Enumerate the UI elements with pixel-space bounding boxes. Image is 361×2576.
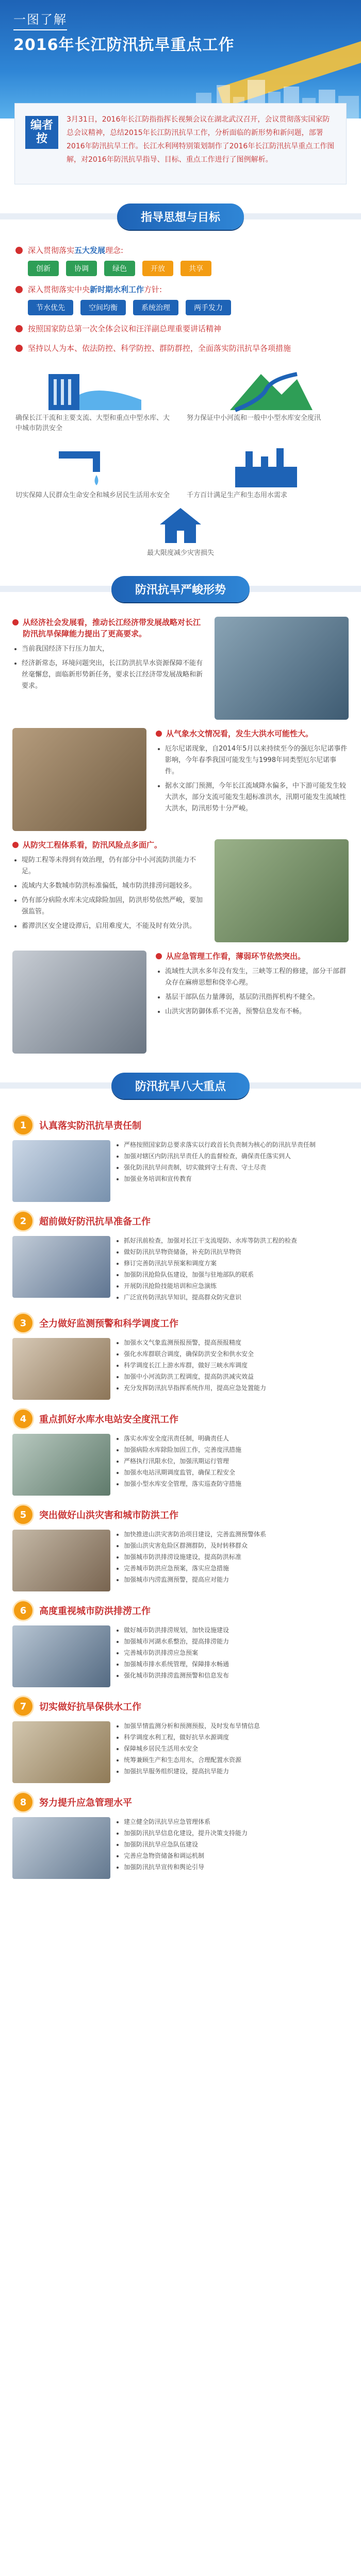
section-header-guidance bbox=[0, 202, 361, 231]
house-icon bbox=[152, 504, 209, 545]
task-item: 8 努力提升应急管理水平 • 建立健全防汛抗旱应急管理体系 • 加强防汛抗旱信息化建设，提升决策支持能力 • 加强防汛抗旱应急队伍建设 • 完善应急物资储备和调运机制 • 加强防汛抗旱宣传和舆论引导 bbox=[12, 1791, 349, 1879]
task-photo bbox=[12, 1236, 110, 1298]
page-title: 2016年长江防汛抗旱重点工作 bbox=[13, 36, 235, 54]
task-item: 1 认真落实防汛抗旱责任制 • 严格按照国家防总要求落实以行政首长负责制为核心的防汛抗旱责任制 • 加强对辖区内防汛抗旱责任人的监督检查，确保责任落实到人 • 强化防汛抗旱问责制，切实做到守土有责、守土尽责 • 加强业务培训和宣传教育 bbox=[12, 1114, 349, 1202]
editor-note-text: 3月31日，2016年长江防指指挥长视频会议在湖北武汉召开，会议贯彻落实国家防总会议精神，总结2015年长江防汛抗旱工作，分析面临的新形势和新问题，部署2016年防汛抗旱工作。长江水利网特别策划制作了2016年长江防汛抗旱重点工作图解，对2016年防汛抗旱指导、目标、重点工作进行了图例解析。 bbox=[67, 115, 335, 164]
yangtze-photo bbox=[215, 617, 349, 720]
task-item: 7 切实做好抗旱保供水工作 • 加强旱情监测分析和预测预报，及时发布旱情信息 • 科学调度水利工程，做好抗旱水源调度 • 保障城乡居民生活用水安全 • 统筹兼顾生产和生态用水，合理配置水资源 • 加强抗旱服务组织建设，提高抗旱能力 bbox=[12, 1696, 349, 1783]
task-photo bbox=[12, 1434, 110, 1496]
priorities-section bbox=[0, 1100, 361, 1879]
concept-tag: 协调 bbox=[66, 261, 97, 276]
guidance-bullet: 深入贯彻落实五大发展理念: bbox=[15, 244, 346, 257]
section-header-priorities bbox=[0, 1071, 361, 1100]
concept-tag: 开放 bbox=[142, 261, 173, 276]
situation-block: 从应急管理工作看，薄弱环节依然突出。 • 流域性大洪水多年没有发生，三峡等工程的修建，部分干部群众存在麻痹思想和侥幸心理。 • 基层干部队伍力量薄弱，基层防汛指挥机构不健全。 • 山洪灾害防御体系不完善，预警信息发布不畅。 bbox=[12, 951, 349, 1054]
principle-tags bbox=[28, 300, 346, 315]
dam-photo bbox=[215, 839, 349, 942]
section-title: 指导思想与目标 bbox=[117, 204, 244, 230]
situation-block: 从经济社会发展看，推动长江经济带发展战略对长江防汛抗旱保障能力提出了更高要求。 • 当前我国经济下行压力加大， • 经济新常态，环境问题突出，长江防洪抗旱水资源保障不能有丝毫懈怠，面临新形势新任务，要求长江经济带发展战略和新要求。 bbox=[12, 617, 349, 720]
concept-tags bbox=[28, 261, 346, 276]
section-header-situation bbox=[0, 574, 361, 603]
principle-tag: 空间均衡 bbox=[80, 300, 126, 315]
goals-grid bbox=[15, 364, 346, 501]
principle-tag: 节水优先 bbox=[28, 300, 73, 315]
situation-block: 从气象水文情况看，发生大洪水可能性大。 • 厄尔尼诺现象，自2014年5月以来持续至今的强厄尔尼诺事件影响，今年春季我国可能发生与1998年同类型厄尔尼诺事件。 • 据水文部门预测，今年长江流域降水偏多，中下游可能发生较大洪水，部分支流可能发生超标准洪水，汛期可能发生流域性大洪水，防汛形势十分严峻。 bbox=[12, 728, 349, 831]
editor-note bbox=[14, 103, 347, 184]
task-photo bbox=[12, 1817, 110, 1879]
editor-note-badge: 编者按 bbox=[25, 116, 58, 149]
principle-tag: 两手发力 bbox=[186, 300, 231, 315]
concept-tag: 绿色 bbox=[104, 261, 135, 276]
task-item: 6 高度重视城市防洪排涝工作 • 做好城市防洪排涝规划，加快设施建设 • 加强城市河湖水系整治，提高排涝能力 • 完善城市防洪排涝应急预案 • 加强城市排水系统管理，保障排水畅通 • 强化城市防洪排涝监测预警和信息发布 bbox=[12, 1600, 349, 1687]
river-icon bbox=[215, 364, 318, 413]
goal-center: 最大限度减少灾害损失 bbox=[15, 504, 346, 557]
flood-photo bbox=[12, 728, 146, 831]
levee-photo bbox=[12, 951, 146, 1054]
task-photo bbox=[12, 1140, 110, 1202]
guidance-section bbox=[0, 231, 361, 557]
goal-item: 努力保证中小河流和一般中小型水库安全度汛 bbox=[187, 364, 346, 434]
situation-section bbox=[0, 603, 361, 1054]
factory-icon bbox=[215, 441, 318, 490]
task-photo bbox=[12, 1625, 110, 1687]
guidance-bullet: 深入贯彻落实中央新时期水利工作方针: bbox=[15, 283, 346, 296]
section-title: 防汛抗旱严峻形势 bbox=[111, 576, 250, 602]
situation-block: 从防灾工程体系看，防汛风险点多面广。 • 堤防工程等未得到有效治理，仍有部分中小河流防洪能力不足。 • 流域内大多数城市防洪标准偏低，城市防洪排涝问题较多。 • 仍有部分病险水库未完成除险加固，防洪形势依然严峻，要加强监管。 • 蓄滞洪区安全建设滞后，启用难度大，不能及时有效分洪。 bbox=[12, 839, 349, 942]
task-item: 2 超前做好防汛抗旱准备工作 • 抓好汛前检查，加强对长江干支流堤防、水库等防洪工程的检查 • 做好防汛抗旱物资储备，补充防汛抗旱物资 • 修订完善防汛抗旱预案和调度方案 • 加强防汛抢险队伍建设，加强与驻地部队的联系 • 开展防汛抢险技能培训和应急演练 • 广泛宣传防汛抗旱知识，提高群众防灾意识 bbox=[12, 1210, 349, 1304]
water-tap-icon bbox=[43, 441, 146, 490]
guidance-bullet: 按照国家防总第一次全体会议和汪洋副总理重要讲话精神 bbox=[15, 323, 346, 335]
hero-kicker: 一图了解 bbox=[13, 9, 67, 30]
goal-item: 千方百计满足生产和生态用水需求 bbox=[187, 441, 346, 501]
task-item: 4 重点抓好水库水电站安全度汛工作 • 落实水库安全度汛责任制，明确责任人 • 加强病险水库除险加固工作，完善度汛措施 • 严格执行汛限水位，加强汛期运行管理 • 加强水电站汛期调度监管，确保工程安全 • 加强小型水库安全管理，落实巡查防守措施 bbox=[12, 1408, 349, 1496]
goal-item: 确保长江干流和主要支流、大型和重点中型水库、大中城市防洪安全 bbox=[15, 364, 174, 434]
task-photo bbox=[12, 1530, 110, 1591]
task-item: 5 突出做好山洪灾害和城市防洪工作 • 加快推进山洪灾害防治项目建设，完善监测预警体系 • 加强山洪灾害危险区群测群防，及时转移群众 • 加强城市防洪排涝设施建设，提高防洪标准 • 完善城市防洪应急预案，落实应急措施 • 加强城市内涝监测预警，提高应对能力 bbox=[12, 1504, 349, 1591]
concept-tag: 共享 bbox=[180, 261, 211, 276]
task-photo bbox=[12, 1338, 110, 1400]
task-item: 3 全力做好监测预警和科学调度工作 • 加强水文气象监测预报预警，提高预报精度 • 强化水库群联合调度，确保防洪安全和供水安全 • 科学调度长江上游水库群，做好三峡水库调度 • 加强中小河流防洪工程调度，提高防洪减灾效益 • 充分发挥防汛抗旱指挥系统作用，提高应急处置能力 bbox=[12, 1312, 349, 1400]
guidance-bullet: 坚持以人为本、依法防控、科学防控、群防群控，全面落实防汛抗旱各项措施 bbox=[15, 342, 346, 354]
hero-banner bbox=[0, 0, 361, 118]
goal-item: 切实保障人民群众生命安全和城乡居民生活用水安全 bbox=[15, 441, 174, 501]
concept-tag: 创新 bbox=[28, 261, 59, 276]
dam-icon bbox=[43, 364, 146, 413]
principle-tag: 系统治理 bbox=[133, 300, 178, 315]
section-title: 防汛抗旱八大重点 bbox=[111, 1073, 250, 1099]
task-photo bbox=[12, 1721, 110, 1783]
